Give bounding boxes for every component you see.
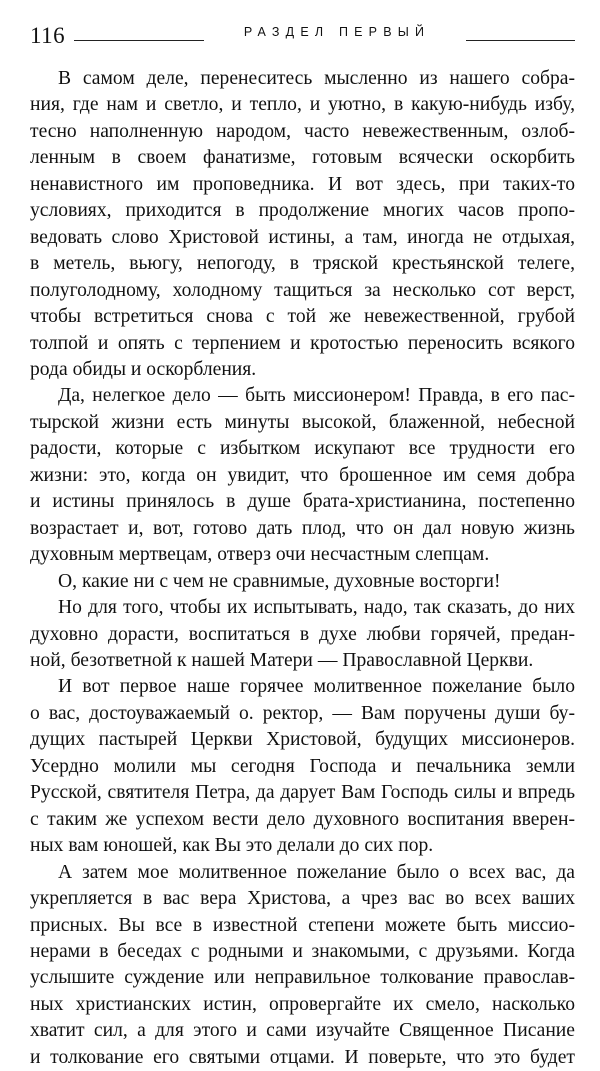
header-rule-left (74, 40, 204, 41)
body-text (30, 66, 575, 1071)
text-line: Да, нелегкое дело — быть миссионером! Правда, в его пас- (58, 385, 575, 407)
text-line: ной, безответной к нашей Матери — Православной Церкви. (30, 649, 534, 671)
text-line: ненавистного им проповедника. И вот здесь, при таких-то (30, 173, 575, 195)
text-line: тесно наполненную народом, часто невежественным, озлоб- (30, 120, 575, 142)
header-rule-right (466, 40, 575, 41)
text-line: дущих пастырей Церкви Христовой, будущих миссионеров. (30, 729, 575, 751)
text-line: жизни: это, когда он увидит, что брошенное им семя добра (30, 464, 575, 486)
running-header (30, 22, 575, 50)
text-line: чтобы встретиться снова с той же невежественной, грубой (30, 306, 575, 328)
text-line: ных вам юношей, как Вы это делали до сих пор. (30, 835, 434, 857)
text-line: условиях, приходится в продолжение многих часов пропо- (30, 200, 575, 222)
page-number: 116 (30, 23, 66, 48)
text-line: услышите суждение или неправильное толкование православ- (30, 967, 575, 989)
text-line: полуголодному, холодному тащиться за несколько сот верст, (30, 279, 575, 301)
text-line: ния, где нам и светло, и тепло, и уютно, в какую-нибудь избу, (30, 94, 575, 116)
text-line: нерами в беседах с родными и знакомыми, с друзьями. Когда (30, 940, 575, 962)
text-line: возрастает и, вот, готово дать плод, что он дал новую жизнь (30, 517, 575, 539)
text-line: присных. Вы все в известной степени можете быть миссио- (30, 914, 575, 936)
text-line: ных христианских истин, опровергайте их смело, насколько (30, 993, 575, 1015)
text-line: В самом деле, перенеситесь мысленно из нашего собра- (58, 68, 575, 89)
text-line: Но для того, чтобы их испытывать, надо, так сказать, до них (58, 597, 575, 619)
text-line: укрепляется в вас вера Христова, а чрез вас во всех ваших (30, 888, 575, 910)
text-line: И вот первое наше горячее молитвенное пожелание было (58, 676, 575, 698)
text-line: и толкование его святыми отцами. И поверьте, что это будет (30, 1046, 575, 1068)
paragraph (30, 674, 575, 859)
paragraph (30, 860, 575, 1071)
text-line: в метель, вьюгу, непогоду, в тряской крестьянской телеге, (30, 253, 575, 275)
text-line: хватит сил, а для этого и сами изучайте Священное Писание (30, 1020, 575, 1042)
text-line: духовным мертвецам, отверз очи несчастным слепцам. (30, 544, 490, 566)
text-line: рода обиды и оскорбления. (30, 358, 257, 380)
text-line: Русской, святителя Петра, да дарует Вам Господь силы и впредь (30, 782, 575, 804)
text-line: радости, которые с избытком искупают все трудности его (30, 438, 575, 460)
paragraph (30, 569, 575, 595)
text-line: Усердно молили мы сегодня Господа и печальника земли (30, 755, 575, 777)
text-line: о вас, достоуважаемый о. ректор, — Вам поручены души бу- (30, 702, 575, 724)
text-line: духовно дорасти, воспитаться в духе любви горячей, предан- (30, 623, 575, 645)
text-line: ленным в своем фанатизме, готовым всячески оскорбить (30, 147, 575, 169)
section-title: РАЗДЕЛ ПЕРВЫЙ (243, 25, 431, 39)
text-line: и истины принялось в душе брата-христианина, постепенно (30, 491, 575, 513)
paragraph (30, 66, 575, 383)
paragraph (30, 383, 575, 568)
text-line: А затем мое молитвенное пожелание было о всех вас, да (58, 861, 575, 883)
text-line: толпой и опять с терпением и кротостью переносить всякого (30, 332, 575, 354)
text-line: с таким же успехом вести дело духовного воспитания вверен- (30, 808, 575, 830)
paragraph (30, 595, 575, 674)
text-line: О, какие ни с чем не сравнимые, духовные восторги! (58, 570, 501, 592)
text-line: тырской жизни есть минуты высокой, блаженной, небесной (30, 411, 575, 433)
text-line: ведовать слово Христовой истины, а там, иногда не отдыхая, (30, 226, 575, 248)
